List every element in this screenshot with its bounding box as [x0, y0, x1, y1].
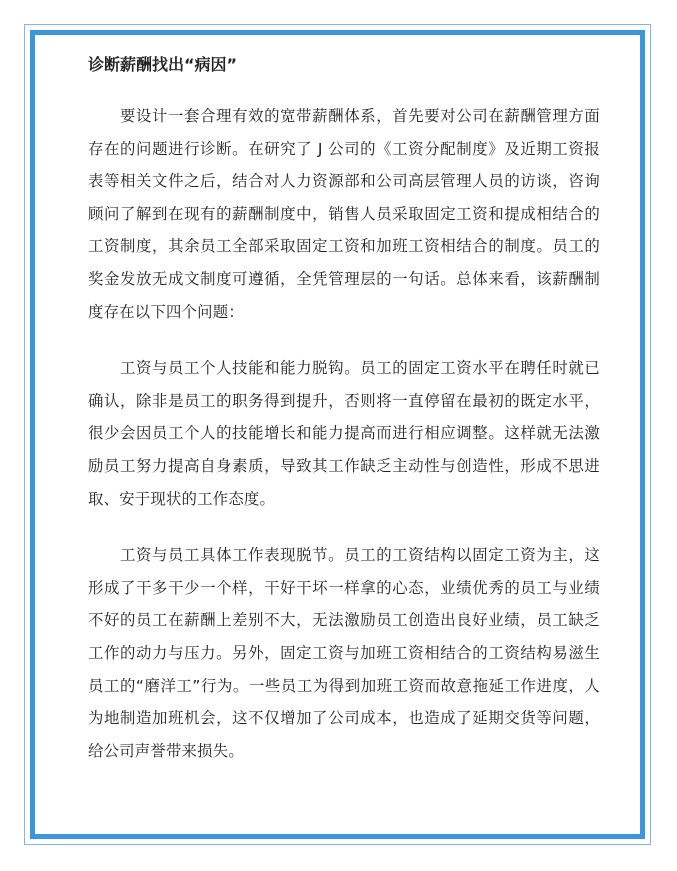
- paragraph-issue-skills: 工资与员工个人技能和能力脱钩。员工的固定工资水平在聘任时就已确认，除非是员工的职务得到提升，否则将一直停留在最初的既定水平，很少会因员工个人的技能增长和能力提高而进行相应调整。这样就无法激励员工努力提高自身素质，导致其工作缺乏主动性与创造性，形成不思进取、安于现状的工作态度。: [88, 359, 600, 508]
- article: [88, 50, 600, 791]
- paragraph-issue-performance: 工资与员工具体工作表现脱节。员工的工资结构以固定工资为主，这形成了干多干少一个样，干好干坏一样拿的心态，业绩优秀的员工与业绩不好的员工在薪酬上差别不大，无法激励员工创造出良好业绩，员工缺乏工作的动力与压力。另外，固定工资与加班工资相结合的工资结构易滋生员工的“磨洋工”行为。一些员工为得到加班工资而故意拖延工作进度，人为地制造加班机会，这不仅增加了公司成本，也造成了延期交货等问题，给公司声誉带来损失。: [88, 546, 600, 760]
- article-title: 诊断薪酬找出“病因”: [88, 55, 238, 74]
- paragraph-intro: 要设计一套合理有效的宽带薪酬体系，首先要对公司在薪酬管理方面存在的问题进行诊断。在研究了 J 公司的《工资分配制度》及近期工资报表等相关文件之后，结合对人力资源部和公司高层管理人员的访谈，咨询顾问了解到在现有的薪酬制度中，销售人员采取固定工资和提成相结合的工资制度，其余员工全部采取固定工资和加班工资相结合的制度。员工的奖金发放无成文制度可遵循，全凭管理层的一句话。总体来看，该薪酬制度存在以下四个问题：: [88, 107, 600, 321]
